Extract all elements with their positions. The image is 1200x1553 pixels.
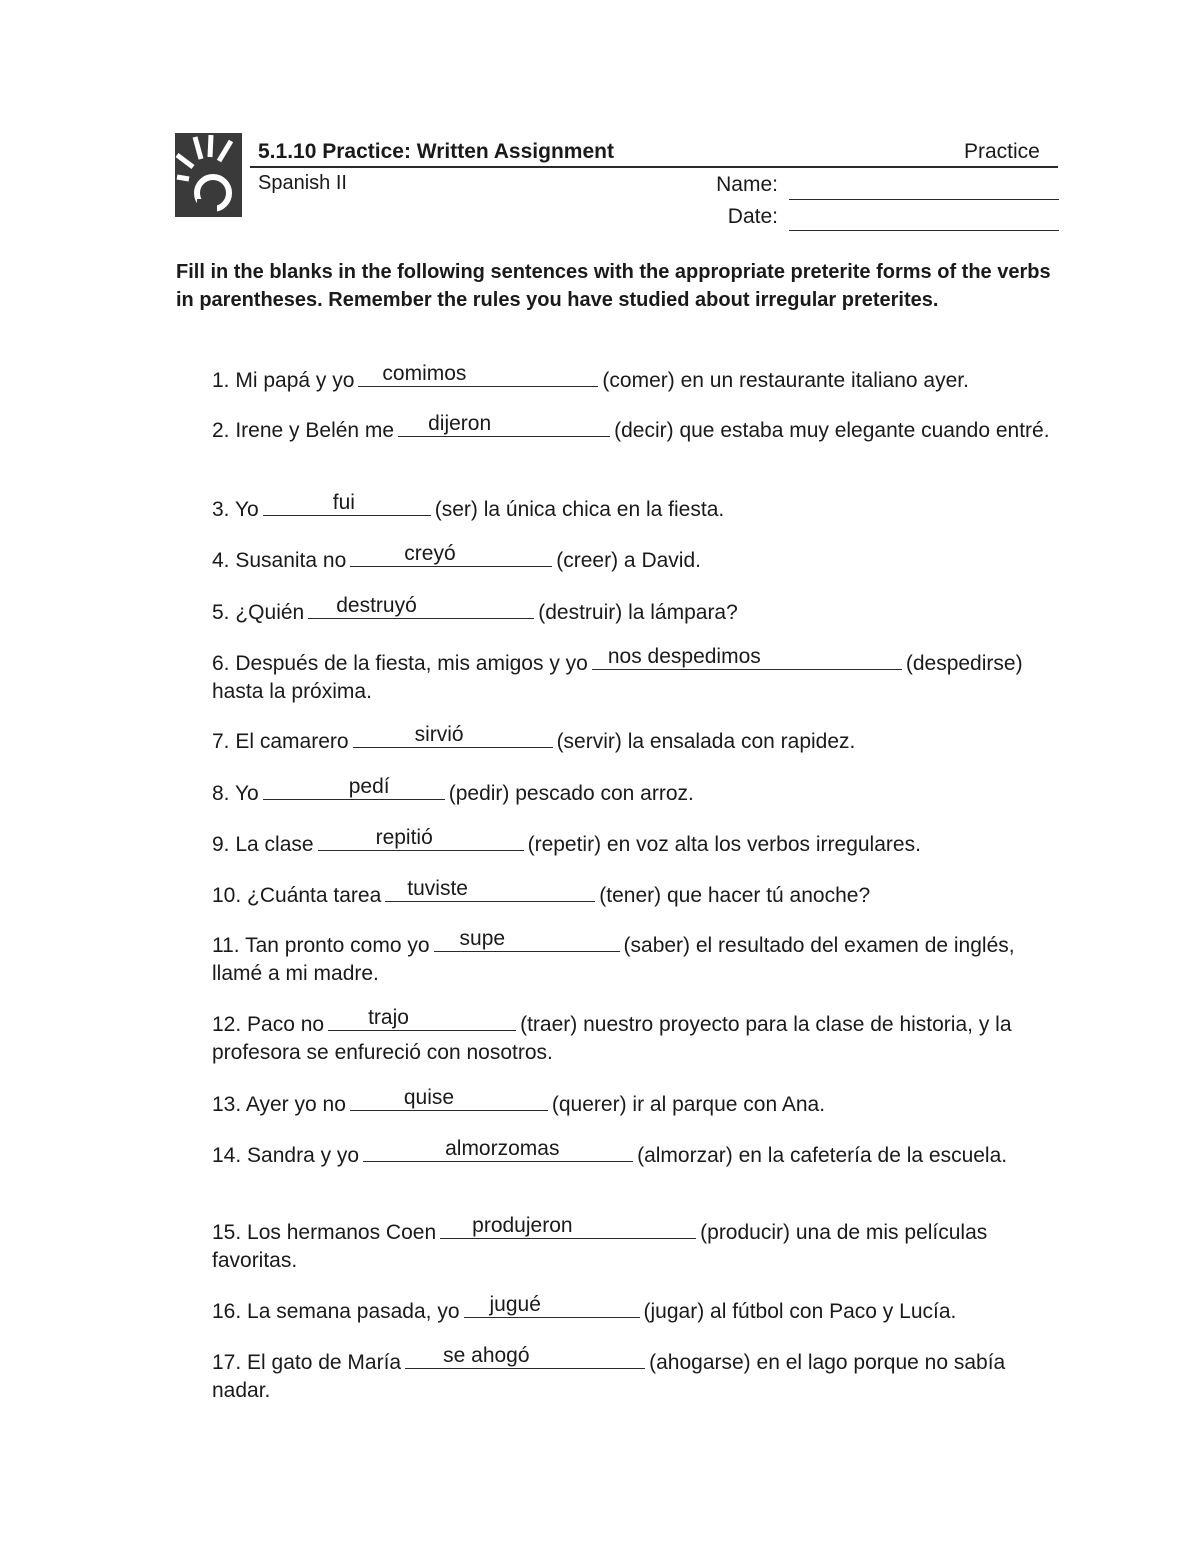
answer-blank[interactable] [464,1295,640,1318]
answer-text: nos despedimos [607,645,761,668]
name-field[interactable] [789,199,1059,200]
instructions: Fill in the blanks in the following sentences with the appropriate preterite forms of the verbs in parentheses. Remember the rules you have studied about irregular preterites. [176,261,1051,311]
exercise-item: 11. Tan pronto como yo supe (saber) el resultado del examen de inglés, llamé a mi madre. [212,927,1015,985]
exercise-item: 3. Yo fui (ser) la única chica en la fiesta. [212,491,725,521]
answer-text: almorzomas [445,1137,560,1160]
exercise-item: 4. Susanita no creyó (creer) a David. [212,542,701,572]
exercise-item: 2. Irene y Belén me dijeron (decir) que estaba muy elegante cuando entré. [212,412,1050,442]
answer-blank[interactable] [398,414,610,437]
answer-blank[interactable] [358,364,598,387]
answer-text: trajo [368,1006,409,1029]
answer-text: fui [332,491,355,514]
answer-blank[interactable] [353,725,553,748]
answer-blank[interactable] [350,544,552,567]
answer-text: jugué [489,1293,541,1316]
assignment-type: Practice [964,140,1040,163]
answer-text: produjeron [472,1214,573,1237]
exercise-item: 17. El gato de María se ahogó (ahogarse) en el lago porque no sabía nadar. [212,1344,1006,1402]
answer-text: sirvió [414,723,464,746]
answer-text: tuviste [407,877,468,900]
date-field[interactable] [789,230,1059,231]
exercise-item: 16. La semana pasada, yo jugué (jugar) al fútbol con Paco y Lucía. [212,1293,957,1323]
answer-text: creyó [404,542,456,565]
answer-text: se ahogó [443,1344,530,1367]
answer-blank[interactable] [308,596,534,619]
answer-text: destruyó [336,594,417,617]
answer-text: dijeron [428,412,492,435]
exercise-item: 8. Yo pedí (pedir) pescado con arroz. [212,775,694,805]
answer-blank[interactable] [318,828,524,851]
answer-blank[interactable] [328,1008,516,1031]
date-label: Date: [727,205,778,228]
exercise-item: 9. La clase repitió (repetir) en voz alta los verbos irregulares. [212,826,921,856]
answer-blank[interactable] [263,777,445,800]
name-label: Name: [716,173,778,196]
exercise-item: 10. ¿Cuánta tarea tuviste (tener) que hacer tú anoche? [212,877,871,907]
assignment-title: 5.1.10 Practice: Written Assignment [258,140,614,163]
answer-blank[interactable] [592,647,902,670]
exercise-item: 15. Los hermanos Coen produjeron (producir) una de mis películas favoritas. [212,1214,988,1272]
exercise-item: 5. ¿Quién destruyó (destruir) la lámpara? [212,594,738,624]
answer-blank[interactable] [440,1216,696,1239]
answer-blank[interactable] [405,1346,645,1369]
exercise-item: 14. Sandra y yo almorzomas (almorzar) en la cafetería de la escuela. [212,1137,1008,1167]
answer-text: comimos [382,362,467,385]
answer-blank[interactable] [363,1139,633,1162]
course-name: Spanish II [258,172,347,194]
answer-text: repitió [375,826,433,849]
exercise-item: 13. Ayer yo no quise (querer) ir al parque con Ana. [212,1086,826,1116]
answer-blank[interactable] [350,1088,548,1111]
answer-text: supe [459,927,506,950]
answer-blank[interactable] [434,929,620,952]
answer-text: quise [403,1086,455,1109]
exercise-item: 12. Paco no trajo (traer) nuestro proyecto para la clase de historia, y la profesora se enfureció con nosotros. [212,1006,1012,1064]
exercise-item: 1. Mi papá y yo comimos (comer) en un restaurante italiano ayer. [212,362,969,392]
exercise-item: 6. Después de la fiesta, mis amigos y yo nos despedimos (despedirse) hasta la próxima. [212,645,1023,703]
exercise-item: 7. El camarero sirvió (servir) la ensalada con rapidez. [212,723,856,753]
answer-blank[interactable] [263,493,431,516]
sun-logo-icon [175,133,242,217]
answer-blank[interactable] [385,879,595,902]
header-divider [250,166,1058,168]
answer-text: pedí [348,775,390,798]
